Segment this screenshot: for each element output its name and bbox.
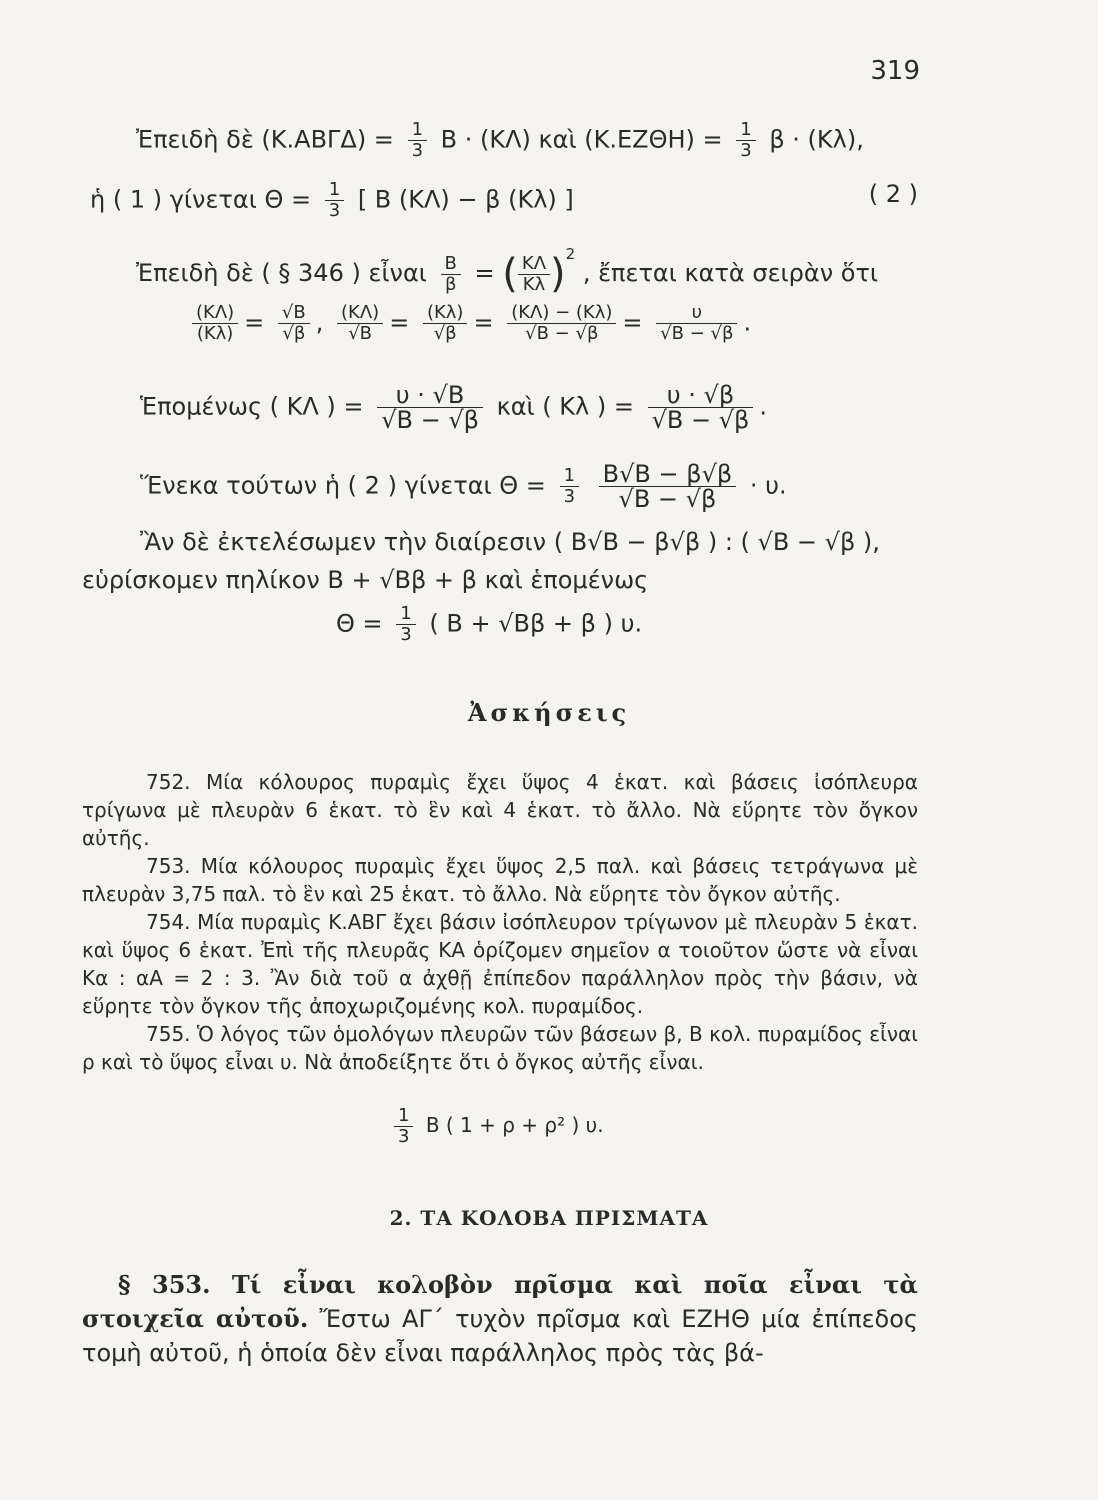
fraction (394, 1106, 413, 1147)
fraction (337, 303, 383, 344)
proof-text: Ἐπειδὴ δὲ ( § 346 ) εἶναι (136, 259, 427, 287)
proof-text: Ἑπομένως ( ΚΛ ) = (140, 392, 364, 421)
proof-text: ἡ ( 1 ) γίνεται Θ = (90, 185, 312, 214)
fraction (408, 120, 427, 161)
fraction (599, 462, 737, 511)
proof-line-8: εὑρίσκομεν πηλίκον Β + √Ββ + β καὶ ἑπομένως (82, 566, 649, 594)
fraction (518, 254, 550, 295)
proof-line-9 (336, 604, 642, 645)
section-353-heading: § 353. Τί εἶναι κολοβὸν πρῖσμα καὶ ποῖα εἶναι τὰ στοιχεῖα αὐτοῦ. (82, 1270, 918, 1333)
proof-text: καὶ ( Κλ ) = (496, 392, 634, 421)
fraction-den: √Β − √β (651, 406, 750, 434)
equals-sign: = (474, 259, 495, 287)
exercise-formula (388, 1106, 604, 1147)
fraction-num: 1 (736, 120, 755, 141)
fraction-num: Β (441, 254, 461, 275)
fraction-num: 1 (394, 1106, 413, 1127)
equation-tag: ( 2 ) (868, 180, 918, 208)
paren-close: ) (550, 251, 566, 297)
fraction-num: υ · √β (648, 383, 754, 408)
fraction-num: (ΚΛ) (337, 303, 383, 324)
exercises-list (82, 768, 918, 1076)
proof-line-2 (90, 180, 918, 221)
proof-text: ( Β + √Ββ + β ) υ. (429, 609, 643, 638)
exercises-title: Ἀσκήσεις (467, 698, 631, 727)
fraction-den: 3 (563, 486, 576, 507)
fraction-den: 3 (400, 624, 412, 645)
fraction-num: 1 (396, 604, 415, 625)
fraction-den: 3 (411, 140, 424, 161)
fraction-den: √β (433, 323, 457, 344)
exercise-item: 754. Μία πυραμὶς Κ.ΑΒΓ ἔχει βάσιν ἰσόπλευρον τρίγωνον μὲ πλευρὰν 5 ἑκατ. καὶ ὕψος 6 ἑκατ. Ἐπὶ τῆς πλευρᾶς ΚΑ ὁρίζομεν σημεῖον α τοιοῦτον ὥστε νὰ εἶναι Κα : αΑ = 2 : 3. Ἂν διὰ τοῦ α ἀχθῇ ἐπίπεδον παράλληλον πρὸς τὴν βάσιν, νὰ εὕρητε τὸν ὄγκον τῆς ἀποχωριζομένης κολ. πυραμίδος. (82, 910, 918, 1018)
proof-text: , ἔπεται κατὰ σειρὰν ὅτι (582, 259, 879, 287)
fraction (560, 466, 579, 507)
fraction (423, 303, 468, 344)
proof-text: Θ = (336, 609, 383, 638)
fraction-den: 3 (398, 1126, 410, 1147)
proof-text: β · (Κλ), (769, 125, 864, 154)
fraction-num: (Κλ) (423, 303, 468, 324)
fraction-den: Κλ (522, 273, 546, 295)
proof-text: · υ. (749, 471, 787, 500)
proof-line-3 (136, 240, 878, 295)
fraction (441, 254, 461, 295)
paren-open: ( (502, 251, 518, 297)
section-353-body: Ἔστω ΑΓ΄ τυχὸν πρῖσμα καὶ ΕΖΗΘ μία ἐπίπεδος τομὴ αὐτοῦ, ἡ ὁποία δὲν εἶναι παράλληλος πρὸς τὰς βά- (82, 1305, 918, 1367)
section-353 (82, 1268, 918, 1370)
fraction-num: 1 (325, 180, 344, 201)
exercise-item: 755. Ὁ λόγος τῶν ὁμολόγων πλευρῶν τῶν βάσεων β, Β κολ. πυραμίδος εἶναι ρ καὶ τὸ ὕψος εἶναι υ. Νὰ ἀποδείξητε ὅτι ὁ ὄγκος αὐτῆς εἶναι. (82, 1022, 918, 1074)
fraction (396, 604, 415, 645)
fraction (192, 303, 238, 344)
fraction-den: √Β − √β (618, 485, 717, 513)
proof-line-4: $\frac{(K\Lambda)}{(K\lambda)}$ = $\frac{√B}{√\beta}$ , $\frac{(K\Lambda)}{√B}$ = $\frac{(K\lambda)}{√\beta}$ = $\frac{(K\Lambda) - (K\lambda)}{√B - √\beta}$ = $\frac{\upsilon}{√B - √\beta}$ . (186, 303, 751, 344)
fraction-den: √Β − √β (381, 406, 479, 434)
fraction-num: υ (656, 303, 737, 324)
fraction-num: (ΚΛ) (192, 303, 238, 324)
exercise-item: 752. Μία κόλουρος πυραμὶς ἔχει ὕψος 4 ἑκατ. καὶ βάσεις ἰσόπλευρα τρίγωνα μὲ πλευρὰν 6 ἑκατ. τὸ ἓν καὶ 4 ἑκατ. τὸ ἄλλο. Νὰ εὕρητε τὸν ὄγκον αὐτῆς. (82, 770, 918, 850)
fraction-den: β (444, 273, 457, 295)
proof-text: Ἕνεκα τούτων ἡ ( 2 ) γίνεται Θ = (140, 471, 546, 500)
section-title: 2. ΤΑ ΚΟΛΟΒΑ ΠΡΙΣΜΑΤΑ (389, 1206, 709, 1230)
fraction-num: √Β (278, 303, 310, 324)
fraction (325, 180, 344, 221)
fraction-den: √Β (348, 323, 373, 344)
proof-line-5: Ἑπομένως ( ΚΛ ) = $\frac{\upsilon \cdot √B}{√B - √\beta}$ καὶ ( Κλ ) = $\frac{\upsilon \cdot √\beta}{√B - √\beta}$ . (140, 381, 767, 434)
proof-text: [ Β (ΚΛ) − β (Κλ) ] (357, 185, 574, 214)
fraction-num: 1 (560, 466, 579, 487)
fraction (377, 383, 483, 432)
proof-line-6 (140, 462, 787, 511)
fraction-den: 3 (328, 200, 341, 221)
fraction-den: 3 (740, 140, 752, 161)
fraction (656, 303, 737, 344)
fraction (648, 383, 754, 432)
fraction (736, 120, 755, 161)
fraction-num: 1 (408, 120, 427, 141)
exercise-item: 753. Μία κόλουρος πυραμὶς ἔχει ὕψος 2,5 παλ. καὶ βάσεις τετράγωνα μὲ πλευρὰν 3,75 παλ. τὸ ἓν καὶ 25 ἑκατ. τὸ ἄλλο. Νὰ εὕρητε τὸν ὄγκον αὐτῆς. (82, 854, 918, 906)
fraction (278, 303, 310, 344)
fraction-den: (Κλ) (196, 323, 234, 344)
fraction-den: √β (282, 323, 306, 344)
proof-text: Β · (ΚΛ) καὶ (Κ.ΕΖΘΗ) = (440, 125, 723, 154)
fraction-num: (ΚΛ) − (Κλ) (507, 303, 616, 324)
fraction-num: υ · √Β (377, 383, 483, 408)
exponent: 2 (565, 245, 576, 263)
proof-line-7: Ἂν δὲ ἐκτελέσωμεν τὴν διαίρεσιν ( Β√Β − β√β ) : ( √Β − √β ), (140, 528, 880, 556)
proof-text: Ἐπειδὴ δὲ (Κ.ΑΒΓΔ) = (136, 125, 394, 154)
proof-line-1 (136, 120, 864, 161)
fraction-den: √Β − √β (525, 323, 599, 344)
fraction-den: √Β − √β (660, 323, 734, 344)
fraction (507, 303, 616, 344)
fraction-num: Β√Β − β√β (599, 462, 737, 487)
page-number: 319 (870, 56, 920, 86)
formula-body: Β ( 1 + ρ + ρ² ) υ. (425, 1113, 604, 1137)
fraction-num: ΚΛ (518, 254, 550, 275)
